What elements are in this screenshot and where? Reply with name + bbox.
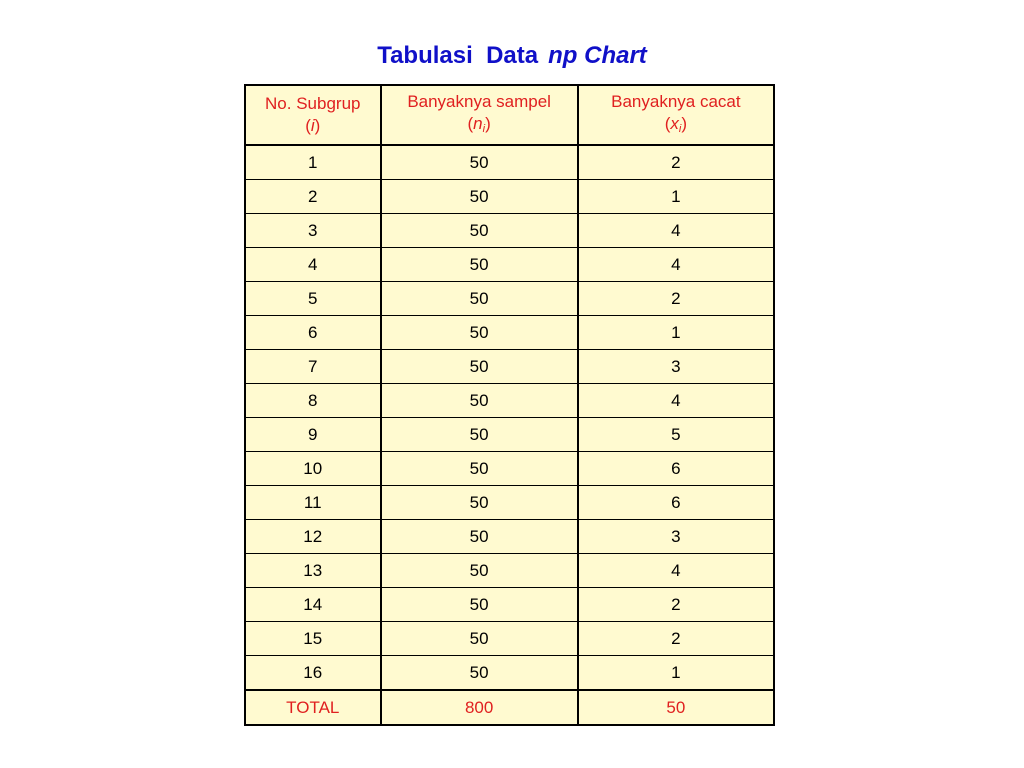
cell-subgroup: 7	[245, 350, 381, 384]
table-row	[245, 418, 774, 452]
header-subscript: i	[678, 122, 682, 135]
table-row	[245, 520, 774, 554]
total-cell-subgroup: TOTAL	[245, 690, 381, 725]
cell-defects: 3	[578, 350, 774, 384]
cell-defects: 4	[578, 554, 774, 588]
cell-defects: 2	[578, 282, 774, 316]
cell-defects: 4	[578, 214, 774, 248]
header-cell-sample-size: Banyaknya sampel $(n_i)$	[381, 85, 578, 145]
cell-sample-size: 50	[381, 350, 578, 384]
header-symbol: i	[310, 116, 315, 135]
cell-subgroup: 9	[245, 418, 381, 452]
total-cell-sample-size: 800	[381, 690, 578, 725]
cell-defects: 6	[578, 486, 774, 520]
cell-sample-size: 50	[381, 248, 578, 282]
data-table	[244, 84, 775, 726]
header-cell-defects: Banyaknya cacat $(x_i)$	[578, 85, 774, 145]
cell-subgroup: 5	[245, 282, 381, 316]
cell-subgroup: 2	[245, 180, 381, 214]
cell-subgroup: 6	[245, 316, 381, 350]
table-row	[245, 248, 774, 282]
cell-subgroup: 15	[245, 622, 381, 656]
table-row	[245, 384, 774, 418]
cell-defects: 4	[578, 384, 774, 418]
header-cell-subgroup: No. Subgrup (i)	[245, 85, 381, 145]
header-symbol: x	[670, 113, 679, 133]
table-row	[245, 486, 774, 520]
cell-sample-size: 50	[381, 554, 578, 588]
cell-subgroup: 13	[245, 554, 381, 588]
cell-sample-size: 50	[381, 418, 578, 452]
cell-subgroup: 8	[245, 384, 381, 418]
table-row	[245, 316, 774, 350]
title-chart-type: np Chart	[548, 42, 647, 69]
table-row	[245, 282, 774, 316]
table-row	[245, 554, 774, 588]
cell-sample-size: 50	[381, 486, 578, 520]
title-main: Tabulasi Data	[377, 42, 539, 69]
table-header-row	[245, 85, 774, 145]
table-row	[245, 656, 774, 691]
cell-subgroup: 11	[245, 486, 381, 520]
header-label: No. Subgrup	[265, 94, 361, 113]
cell-defects: 2	[578, 588, 774, 622]
cell-subgroup: 3	[245, 214, 381, 248]
cell-sample-size: 50	[381, 214, 578, 248]
table-row	[245, 350, 774, 384]
table-total-row	[245, 690, 774, 725]
cell-subgroup: 14	[245, 588, 381, 622]
cell-sample-size: 50	[381, 452, 578, 486]
cell-defects: 1	[578, 316, 774, 350]
cell-sample-size: 50	[381, 520, 578, 554]
slide-title	[0, 40, 1024, 72]
table-row	[245, 588, 774, 622]
cell-subgroup: 12	[245, 520, 381, 554]
cell-sample-size: 50	[381, 622, 578, 656]
cell-defects: 3	[578, 520, 774, 554]
cell-defects: 6	[578, 452, 774, 486]
cell-sample-size: 50	[381, 656, 578, 691]
cell-sample-size: 50	[381, 180, 578, 214]
cell-sample-size: 50	[381, 384, 578, 418]
cell-subgroup: 4	[245, 248, 381, 282]
cell-sample-size: 50	[381, 588, 578, 622]
cell-defects: 2	[578, 145, 774, 180]
cell-subgroup: 10	[245, 452, 381, 486]
cell-defects: 1	[578, 656, 774, 691]
cell-sample-size: 50	[381, 316, 578, 350]
cell-defects: 5	[578, 418, 774, 452]
table-row	[245, 145, 774, 180]
table-row	[245, 452, 774, 486]
cell-subgroup: 16	[245, 656, 381, 691]
table-row	[245, 180, 774, 214]
cell-sample-size: 50	[381, 145, 578, 180]
header-subscript: i	[482, 122, 486, 135]
header-label: Banyaknya cacat	[611, 91, 741, 111]
cell-sample-size: 50	[381, 282, 578, 316]
header-symbol: n	[473, 113, 483, 133]
header-label: Banyaknya sampel	[407, 91, 551, 111]
cell-defects: 2	[578, 622, 774, 656]
table-row	[245, 214, 774, 248]
total-cell-defects: 50	[578, 690, 774, 725]
cell-defects: 1	[578, 180, 774, 214]
cell-subgroup: 1	[245, 145, 381, 180]
table-row	[245, 622, 774, 656]
cell-defects: 4	[578, 248, 774, 282]
